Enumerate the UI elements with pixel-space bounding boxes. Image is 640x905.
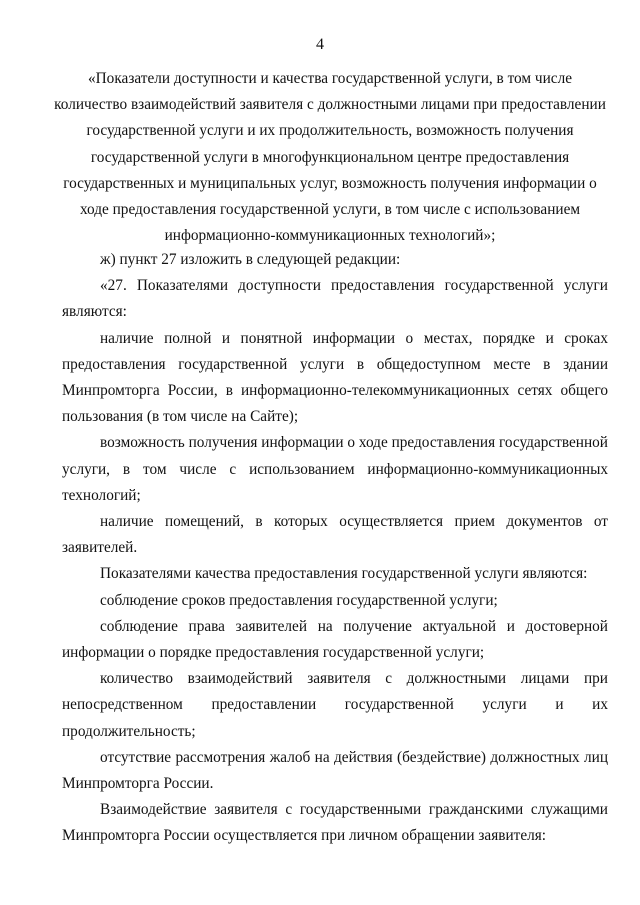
paragraph: Взаимодействие заявителя с государственными гражданскими служащими Минпромторга России осуществляется при личном обращении заявителя:: [62, 801, 608, 845]
heading-line: информационно-коммуникационных технологий»;: [164, 227, 496, 245]
paragraph: соблюдение права заявителей на получение актуальной и достоверной информации о порядке предоставления государственной услуги;: [62, 617, 608, 662]
heading-line: количество взаимодействий заявителя с должностными лицами при предоставлении: [54, 96, 606, 114]
paragraph: наличие помещений, в которых осуществляется прием документов от заявителей.: [62, 513, 608, 557]
paragraph: Показателями качества предоставления государственной услуги являются:: [100, 565, 588, 583]
heading-line: государственной услуги в многофункциональном центре предоставления: [90, 148, 570, 166]
heading-line: государственных и муниципальных услуг, возможность получения информации о: [63, 174, 597, 192]
paragraph: соблюдение сроков предоставления государственной услуги;: [100, 591, 498, 609]
heading-line: государственной услуги и их продолжительность, возможность получения: [86, 122, 574, 140]
paragraph: возможность получения информации о ходе предоставления государственной услуги, в том числе с использованием информационно-коммуникационных технологий;: [62, 434, 608, 504]
section-heading: [40, 66, 620, 249]
page-number: 4: [316, 36, 324, 53]
paragraph: ж) пункт 27 изложить в следующей редакции:: [100, 251, 401, 268]
document-body: [62, 247, 608, 850]
paragraph: количество взаимодействий заявителя с должностными лицами при непосредственном предоставлении государственной услуги и их продолжительность;: [62, 670, 608, 740]
heading-line: ходе предоставления государственной услуги, в том числе с использованием: [79, 201, 581, 219]
paragraph: наличие полной и понятной информации о местах, порядке и сроках предоставления государственной услуги в общедоступном месте в здании Минпромторга России, в информационно-телекоммуникационных сетях общего пользования (в том числе на Сайте);: [62, 329, 608, 426]
heading-line: «Показатели доступности и качества государственной услуги, в том числе: [87, 70, 573, 87]
paragraph: отсутствие рассмотрения жалоб на действия (бездействие) должностных лиц Минпромторга России.: [62, 748, 608, 793]
paragraph: «27. Показателями доступности предоставления государственной услуги являются:: [62, 277, 608, 321]
